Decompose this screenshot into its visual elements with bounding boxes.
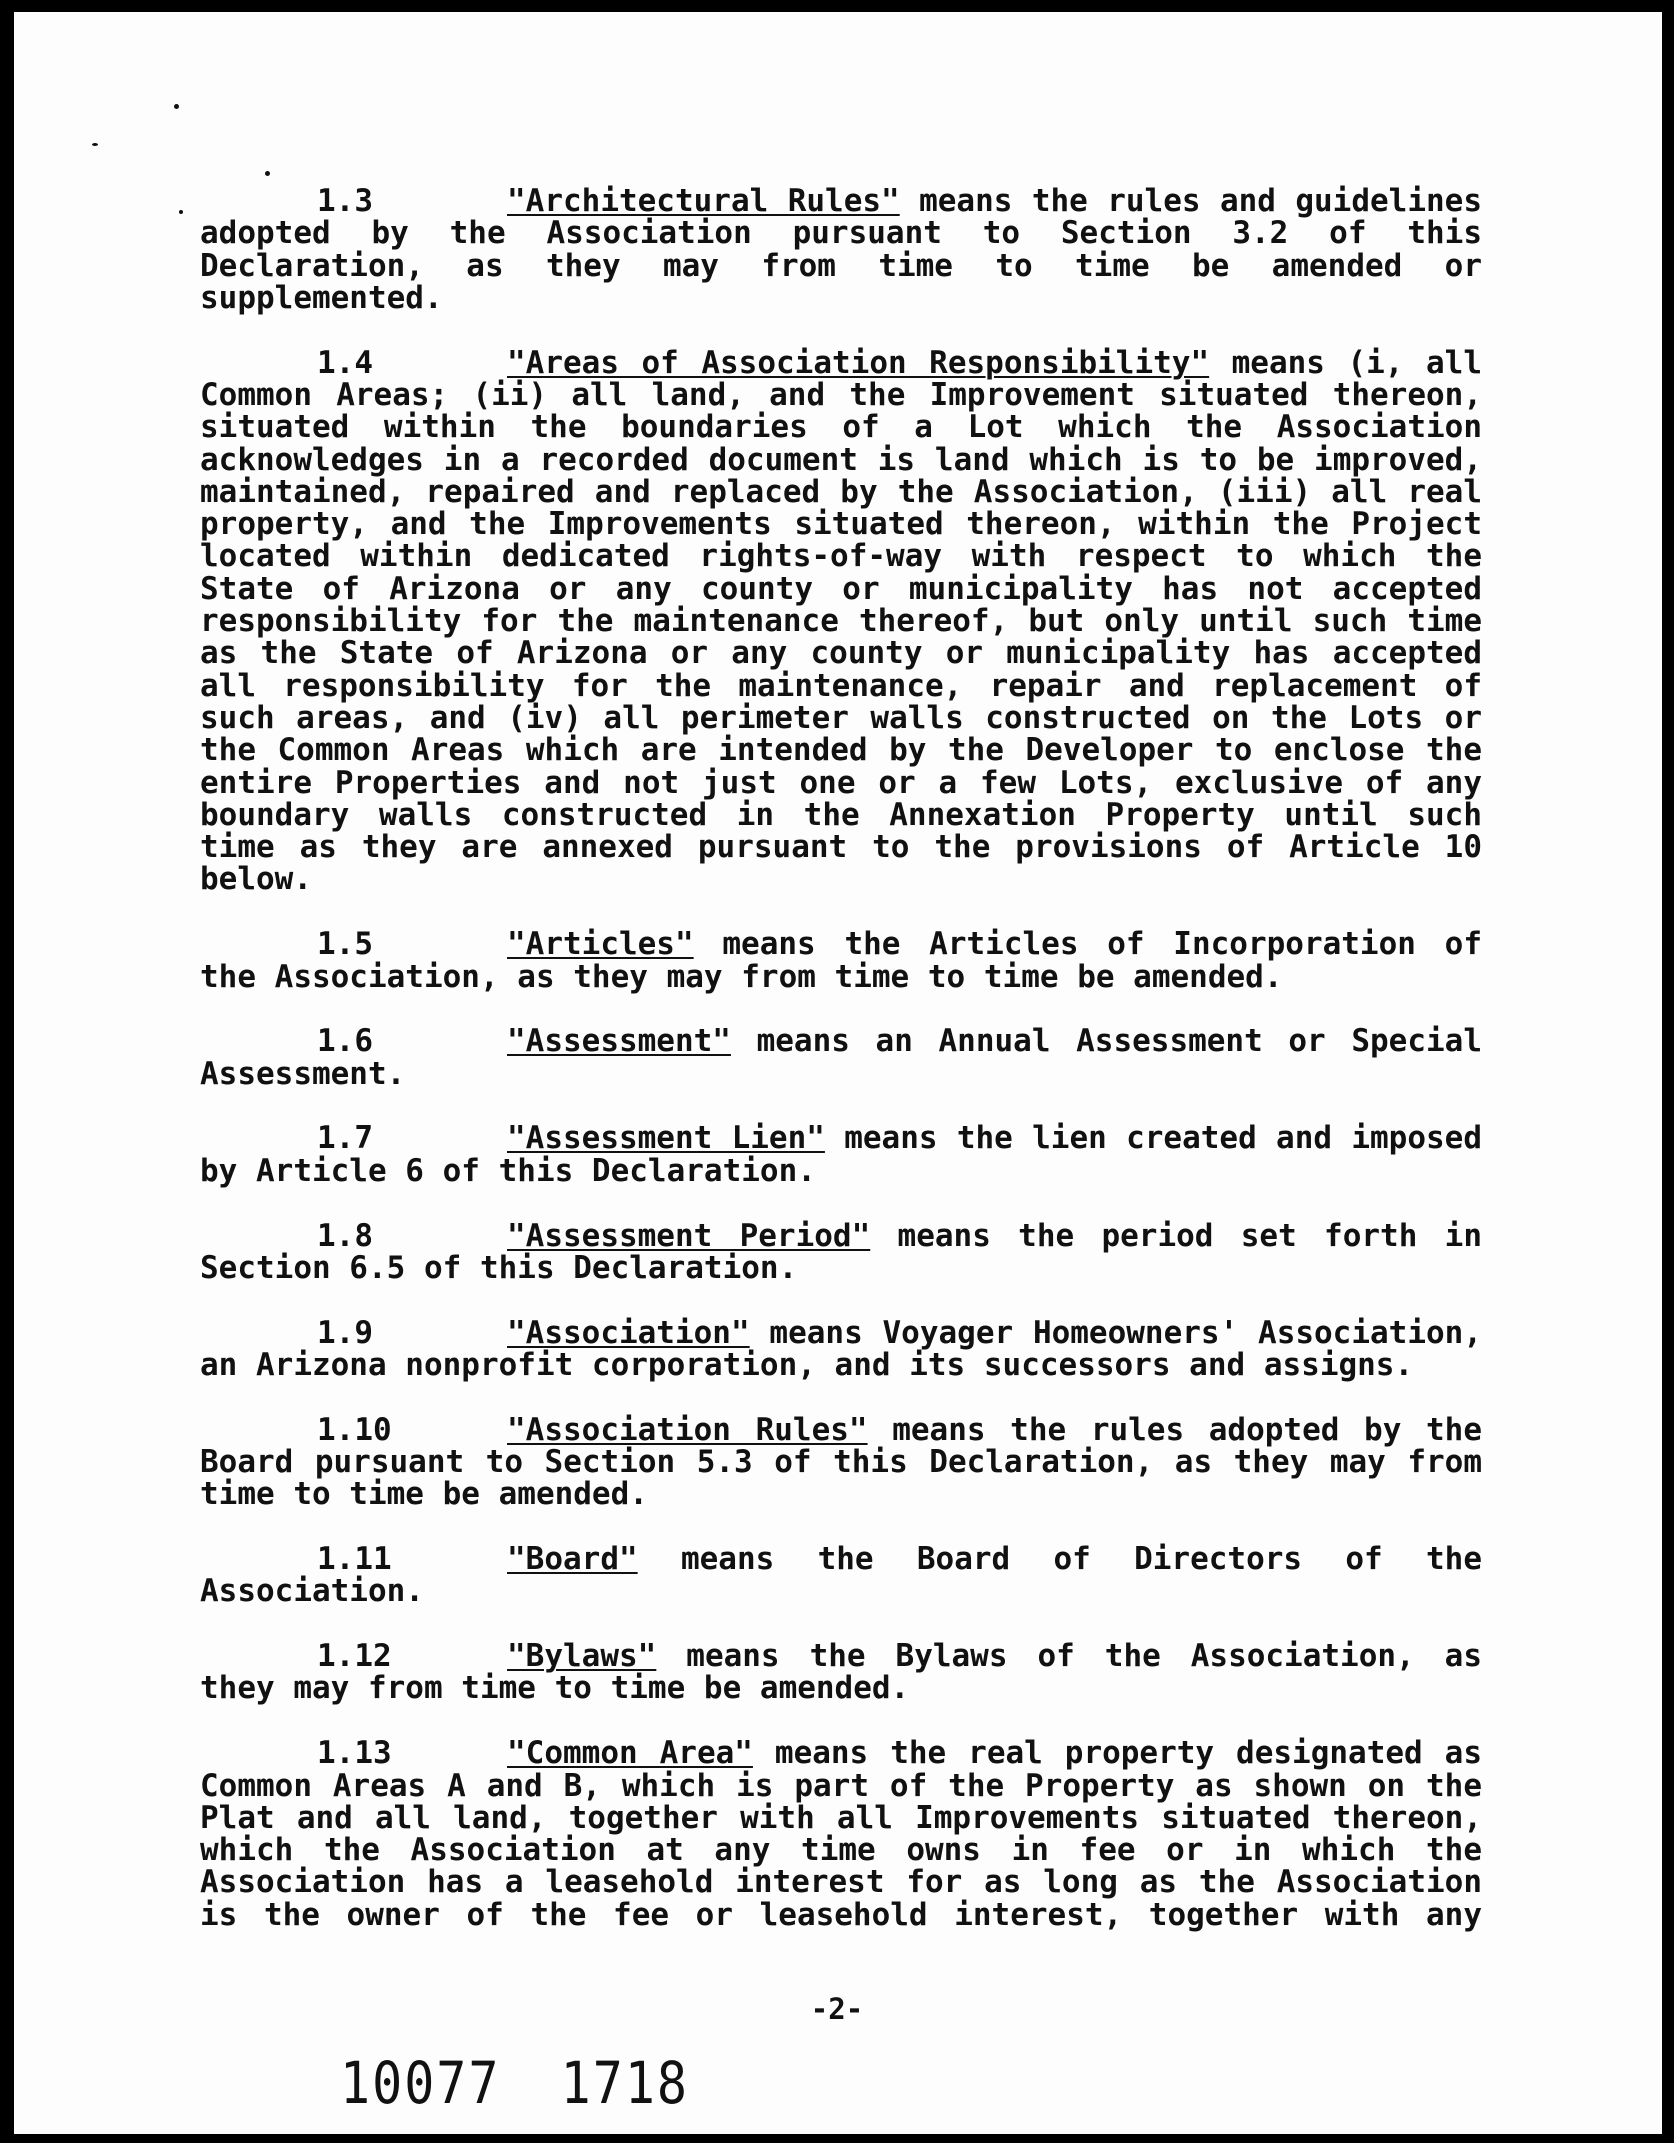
recording-stamp: 10077 1718 bbox=[340, 2050, 690, 2117]
defined-term: "Board" bbox=[507, 1541, 638, 1578]
section-number: 1.5 bbox=[317, 926, 373, 963]
defined-term: "Areas of Association Responsibility" bbox=[507, 344, 1210, 381]
definitions-body bbox=[200, 185, 1482, 1964]
definition-text: means the period set forth in Section 6.5 of this Declaration. bbox=[200, 1217, 1482, 1286]
defined-term: "Articles" bbox=[507, 926, 694, 963]
section-number: 1.12 bbox=[317, 1638, 392, 1675]
section-number: 1.13 bbox=[317, 1735, 392, 1772]
defined-term: "Assessment Lien" bbox=[507, 1120, 825, 1157]
definition-1-4 bbox=[200, 344, 1482, 898]
definition-text: means the lien created and imposed by Article 6 of this Declaration. bbox=[200, 1120, 1482, 1189]
definition-text: means the Articles of Incorporation of the Association, as they may from time to time be amended. bbox=[200, 926, 1482, 995]
definition-1-5 bbox=[200, 928, 1482, 993]
defined-term: "Assessment" bbox=[507, 1023, 731, 1060]
defined-term: "Association Rules" bbox=[507, 1411, 868, 1448]
definition-1-6 bbox=[200, 1025, 1482, 1090]
section-number: 1.8 bbox=[317, 1217, 373, 1254]
definition-1-7 bbox=[200, 1122, 1482, 1187]
definition-text: means the Bylaws of the Association, as they may from time to time be amended. bbox=[200, 1638, 1482, 1707]
definition-text: means the rules adopted by the Board pursuant to Section 5.3 of this Declaration, as they may from time to time be amended. bbox=[200, 1411, 1483, 1513]
definition-text: means the Board of Directors of the Association. bbox=[200, 1541, 1482, 1610]
section-number: 1.3 bbox=[317, 183, 373, 219]
defined-term: "Association" bbox=[507, 1314, 750, 1351]
definition-1-3 bbox=[200, 185, 1482, 314]
defined-term: "Bylaws" bbox=[507, 1638, 657, 1675]
definition-1-9 bbox=[200, 1314, 1482, 1383]
page-number: -2- bbox=[810, 1992, 864, 2026]
definition-text: means an Annual Assessment or Special Assessment. bbox=[200, 1023, 1482, 1092]
scan-speck bbox=[265, 171, 270, 176]
definition-text: means the rules and guidelines adopted by the Association pursuant to Section 3.2 of this Declaration, as they may from time to time be amended or supplemented. bbox=[200, 183, 1482, 316]
section-number: 1.6 bbox=[317, 1023, 373, 1060]
section-number: 1.4 bbox=[317, 344, 373, 381]
scan-speck bbox=[179, 210, 183, 214]
section-number: 1.10 bbox=[317, 1411, 392, 1448]
defined-term: "Architectural Rules" bbox=[507, 183, 900, 219]
definition-1-11 bbox=[200, 1543, 1482, 1608]
definition-text: means (i, all Common Areas; (ii) all land, and the Improvement situated thereon, situated within the boundaries of a Lot which the Association acknowledges in a recorded document is land which is to be improved, maintained, repaired and replaced by the Association, (iii) all real property, and the Improvements situated thereon, within the Project located within dedicated rights-of-way with respect to which the State of Arizona or any county or municipality has not accepted responsibility for the maintenance thereof, but only until such time as the State of Arizona or any county or municipality has accepted all responsibility for the maintenance, repair and replacement of such areas, and (iv) all perimeter walls constructed on the Lots or the Common Areas which are intended by the Developer to enclose the entire Properties and not just one or a few Lots, exclusive of any boundary walls constructed in the Annexation Property until such time as they are annexed pursuant to the provisions of Article 10 below. bbox=[200, 344, 1482, 898]
definition-1-13 bbox=[200, 1737, 1482, 1931]
definition-text: means Voyager Homeowners' Association, an Arizona nonprofit corporation, and its successors and assigns. bbox=[200, 1314, 1482, 1383]
definition-1-8 bbox=[200, 1217, 1482, 1286]
section-number: 1.9 bbox=[317, 1314, 373, 1351]
section-number: 1.11 bbox=[317, 1541, 392, 1578]
section-number: 1.7 bbox=[317, 1120, 373, 1157]
defined-term: "Common Area" bbox=[507, 1735, 753, 1772]
scan-speck bbox=[92, 143, 98, 146]
definition-1-10 bbox=[200, 1411, 1483, 1513]
defined-term: "Assessment Period" bbox=[507, 1217, 871, 1254]
definition-1-12 bbox=[200, 1640, 1482, 1705]
scan-speck bbox=[174, 104, 179, 109]
definition-text: means the real property designated as Common Areas A and B, which is part of the Property as shown on the Plat and all land, together with all Improvements situated thereon, which the Association at any time owns in fee or in which the Association has a leasehold interest for as long as the Association is the owner of the fee or leasehold interest, together with any bbox=[200, 1735, 1482, 1933]
